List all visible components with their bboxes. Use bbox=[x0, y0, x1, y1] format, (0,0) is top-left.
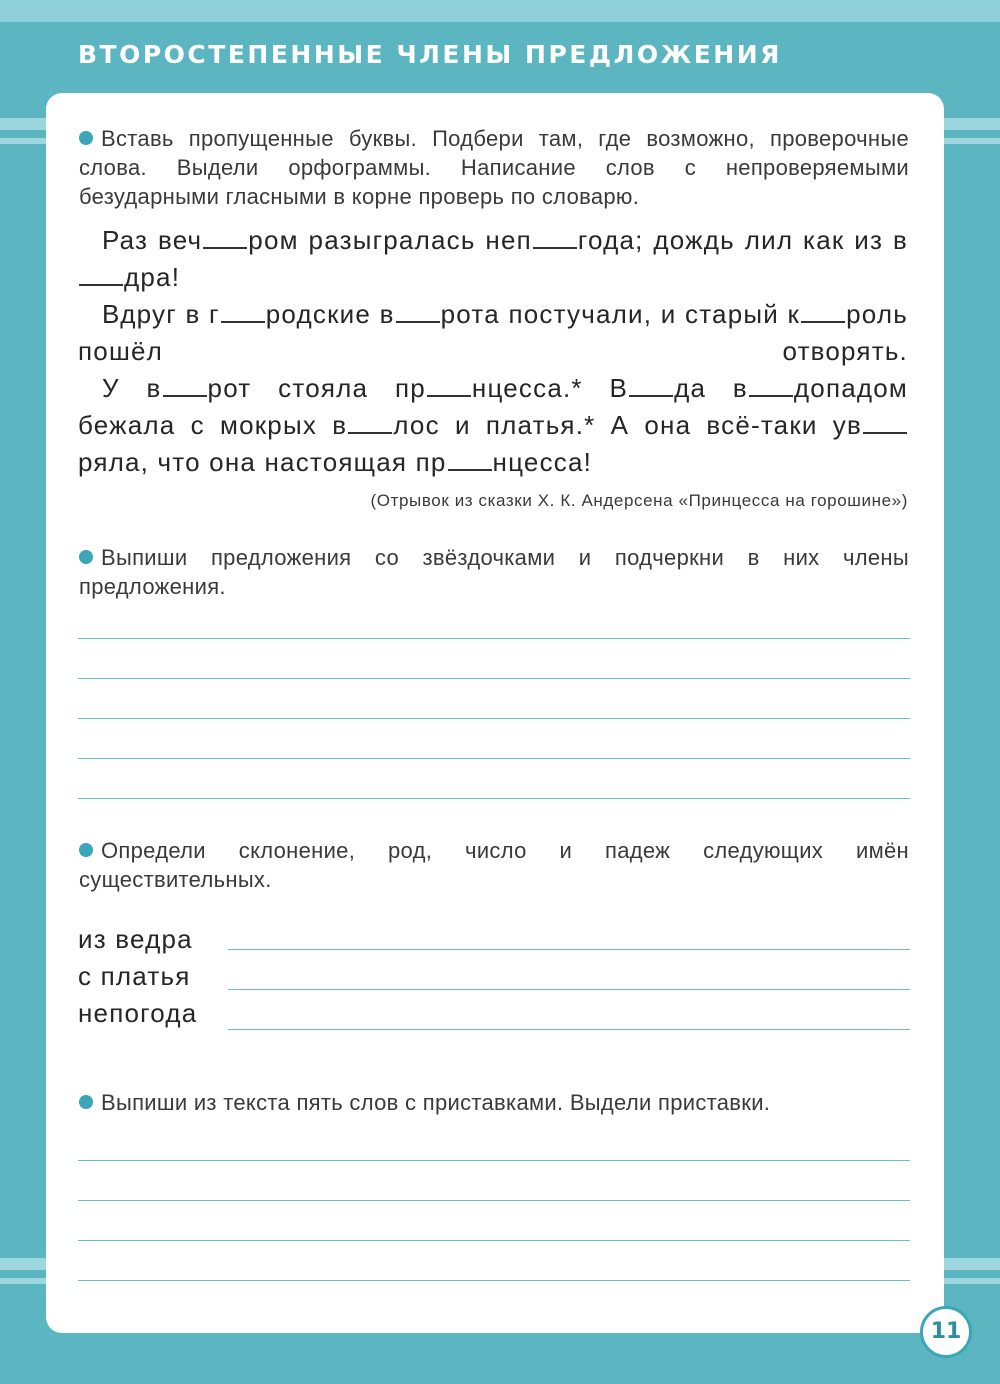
bullet-icon bbox=[79, 843, 93, 857]
bullet-icon bbox=[79, 550, 93, 564]
answer-line[interactable] bbox=[78, 1280, 910, 1281]
answer-line[interactable] bbox=[78, 1160, 910, 1161]
answer-line[interactable] bbox=[78, 1240, 910, 1241]
top-band bbox=[0, 0, 1000, 22]
answer-line[interactable] bbox=[228, 1029, 910, 1030]
bullet-icon bbox=[79, 1095, 93, 1109]
answer-line[interactable] bbox=[228, 949, 910, 950]
task-3-text: Определи склонение, род, число и падеж следующих имён существительных. bbox=[79, 838, 909, 892]
story-paragraph: У в рот стояла пр нцесса.* В да в допадом бежала с мокрых в лос и платья.* А она всё-таки увряла, что она настоящая пр нцесса! bbox=[78, 373, 908, 477]
noun-word: из ведра bbox=[78, 924, 193, 954]
story-paragraph: Раз веч ром разыгралась неп года; дождь лил как из вдра! bbox=[78, 222, 908, 296]
section-title: ВТОРОСТЕПЕННЫЕ ЧЛЕНЫ ПРЕДЛОЖЕНИЯ bbox=[78, 40, 782, 69]
task-2-text: Выпиши предложения со звёздочками и подчеркни в них члены предложения. bbox=[79, 545, 909, 599]
task-1-text: Вставь пропущенные буквы. Подбери там, где возможно, проверочные слова. Выдели орфограммы. Написание слов с непроверяемыми безударными гласными в корне проверь по словарю. bbox=[79, 126, 909, 209]
task-3-instruction bbox=[79, 836, 909, 894]
answer-line[interactable] bbox=[78, 798, 910, 799]
story-text bbox=[78, 222, 908, 481]
answer-line[interactable] bbox=[78, 718, 910, 719]
answer-line[interactable] bbox=[228, 989, 910, 990]
noun-word: с платья bbox=[78, 961, 191, 991]
task-2-instruction bbox=[79, 543, 909, 601]
task-1-instruction bbox=[79, 124, 909, 211]
noun-word: непогода bbox=[78, 998, 198, 1028]
task-4-instruction bbox=[79, 1088, 909, 1117]
task-4-text: Выпиши из текста пять слов с приставками. Выдели приставки. bbox=[101, 1090, 771, 1115]
page-number: 11 bbox=[920, 1306, 972, 1358]
answer-line[interactable] bbox=[78, 1200, 910, 1201]
bullet-icon bbox=[79, 131, 93, 145]
story-paragraph: Вдруг в г родские в рота постучали, и старый к роль пошёл отворять. bbox=[78, 299, 909, 366]
answer-line[interactable] bbox=[78, 638, 910, 639]
answer-line[interactable] bbox=[78, 678, 910, 679]
answer-line[interactable] bbox=[78, 758, 910, 759]
story-source: (Отрывок из сказки Х. К. Андерсена «Принцесса на горошине») bbox=[370, 491, 908, 510]
